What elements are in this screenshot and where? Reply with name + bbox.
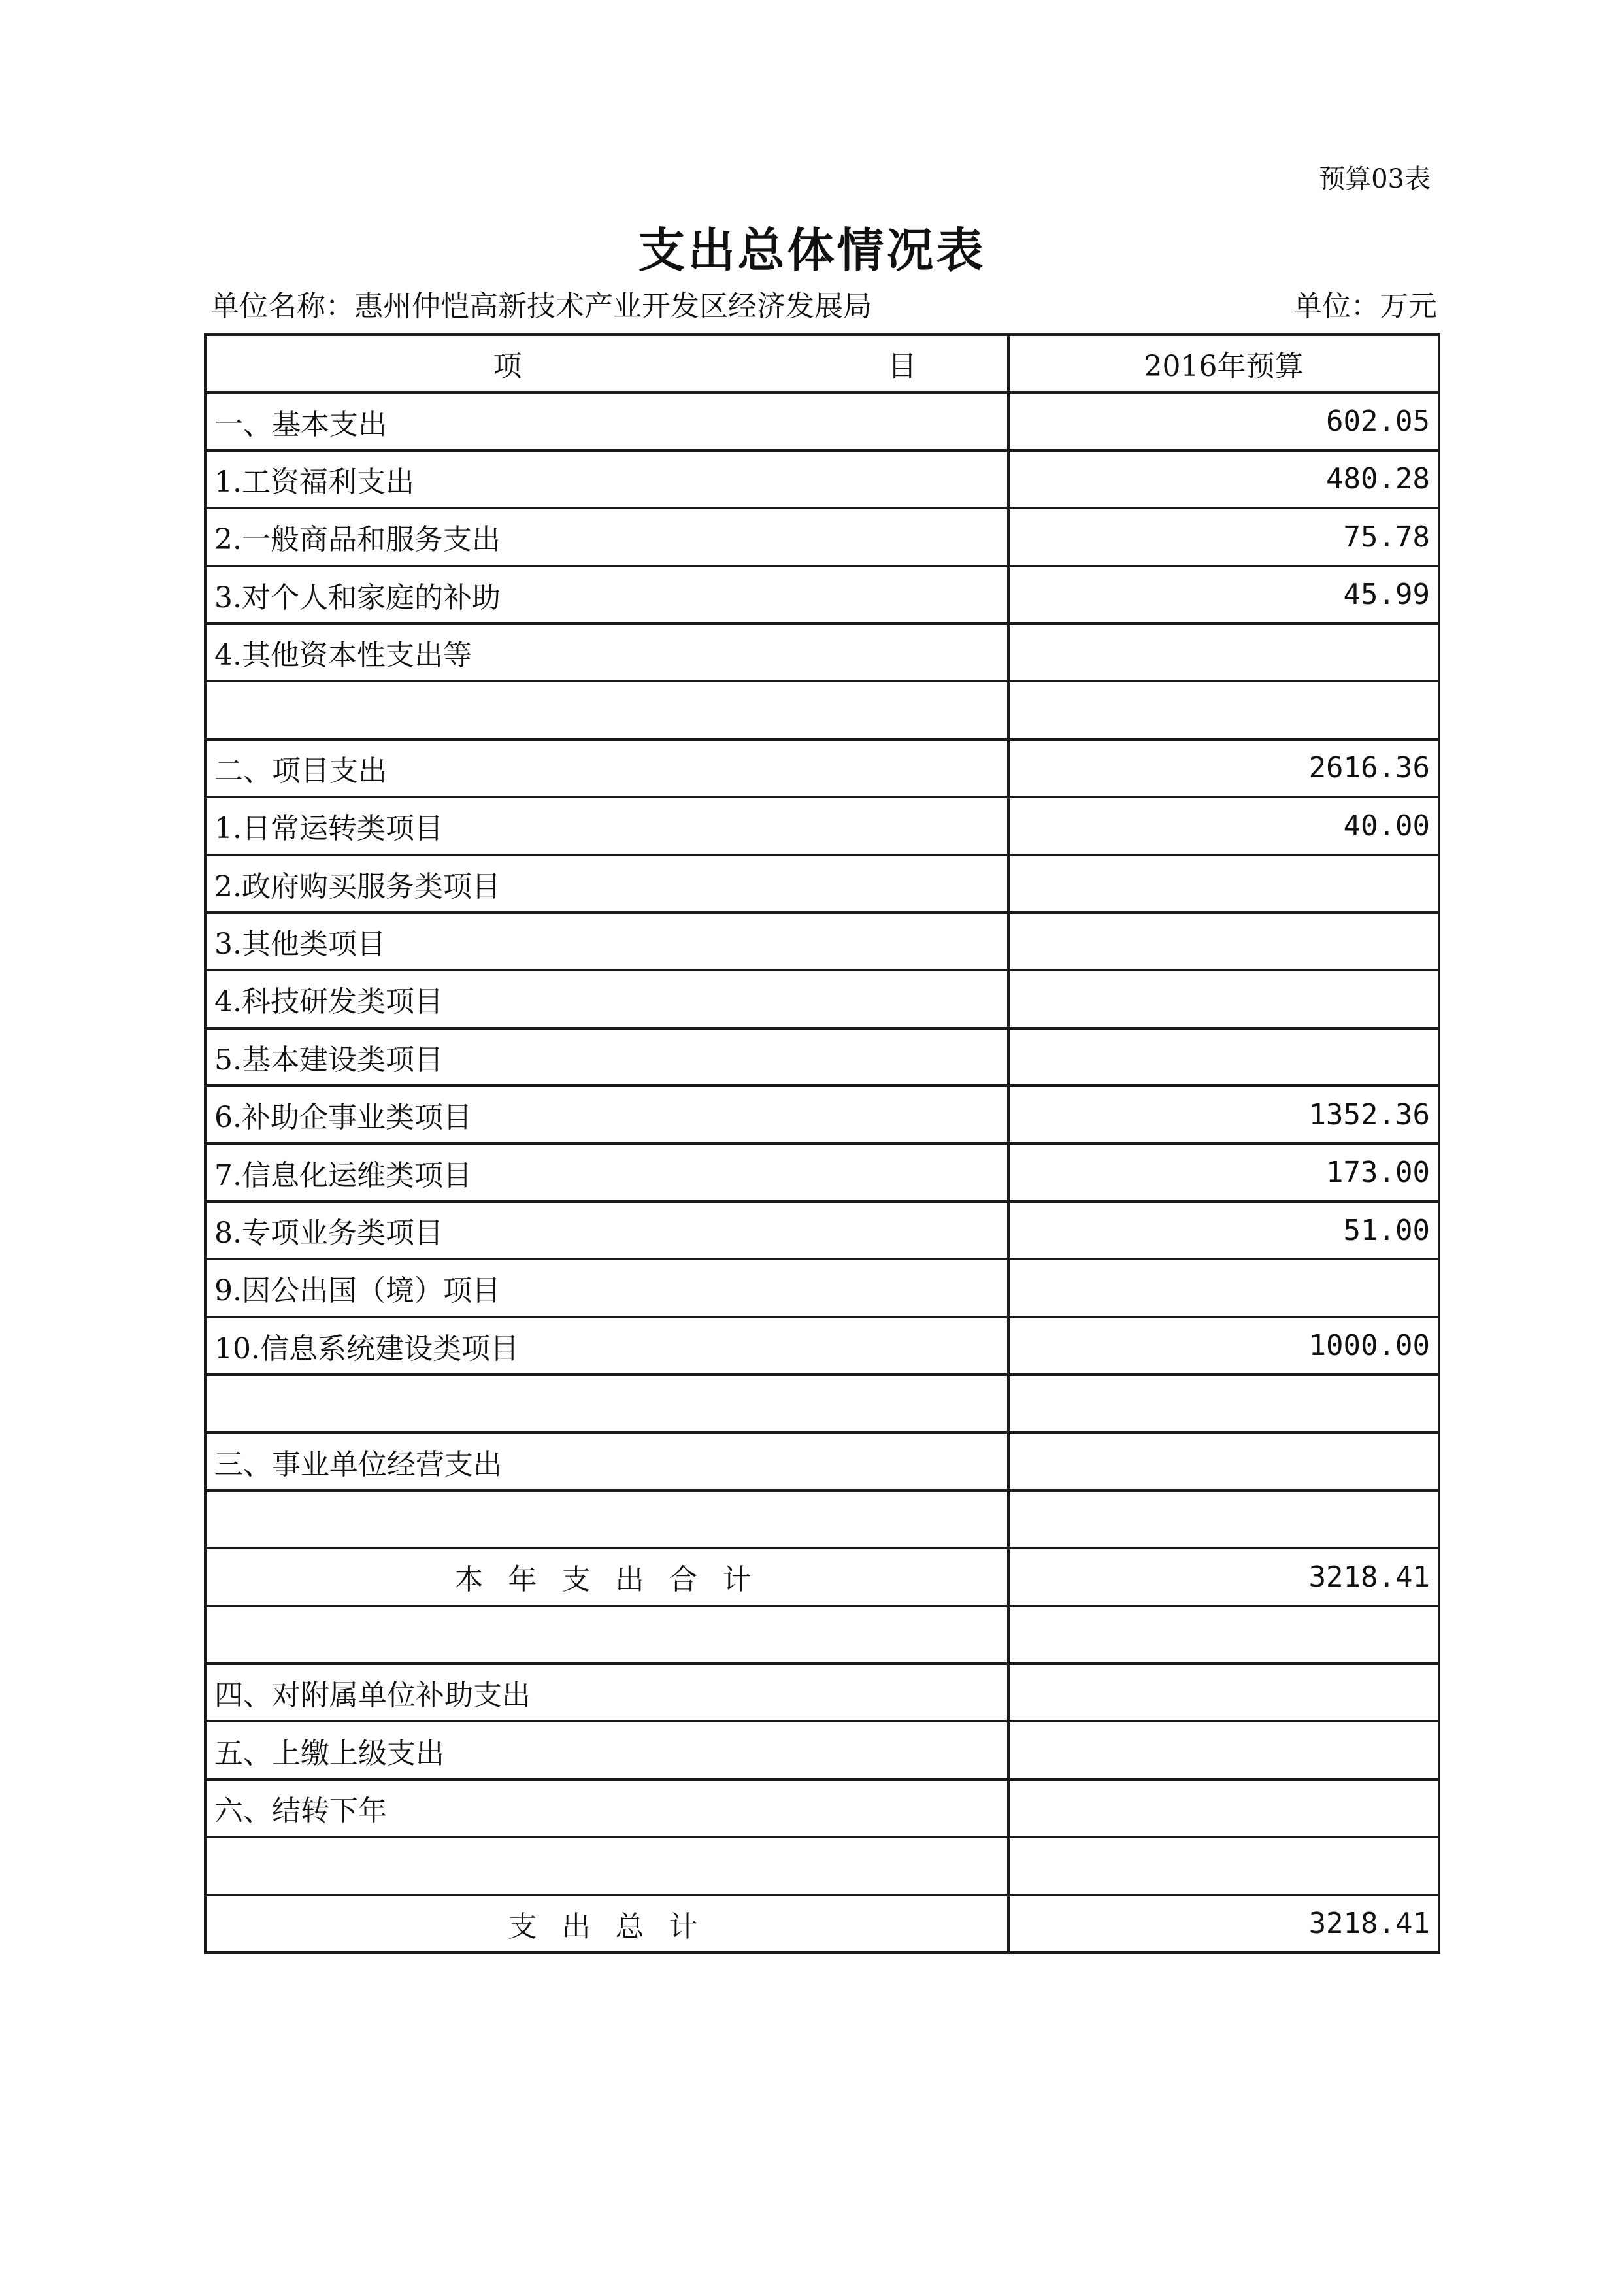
table-row xyxy=(205,1895,1439,1953)
row-label: 2.一般商品和服务支出 xyxy=(205,508,1008,565)
row-label: 四、对附属单位补助支出 xyxy=(205,1664,1008,1721)
table-row xyxy=(205,1490,1439,1548)
table-row xyxy=(205,739,1439,797)
row-amount: 75.78 xyxy=(1008,508,1439,565)
row-label: 1.工资福利支出 xyxy=(205,450,1008,508)
row-label xyxy=(205,681,1008,739)
table-row xyxy=(205,450,1439,508)
table-row xyxy=(205,566,1439,624)
row-label: 一、基本支出 xyxy=(205,392,1008,450)
table-row xyxy=(205,913,1439,970)
row-label: 3.其他类项目 xyxy=(205,913,1008,970)
row-label: 9.因公出国（境）项目 xyxy=(205,1259,1008,1317)
row-label: 7.信息化运维类项目 xyxy=(205,1143,1008,1201)
row-amount: 173.00 xyxy=(1008,1143,1439,1201)
table-row xyxy=(205,624,1439,681)
table-row xyxy=(205,1375,1439,1432)
table-row xyxy=(205,1606,1439,1664)
row-amount: 3218.41 xyxy=(1008,1548,1439,1605)
row-label: 2.政府购买服务类项目 xyxy=(205,855,1008,913)
budget-table xyxy=(204,333,1440,1954)
currency-unit: 单位：万元 xyxy=(1293,290,1437,323)
row-label xyxy=(205,1606,1008,1664)
row-amount: 602.05 xyxy=(1008,392,1439,450)
header-item-char-2: 目 xyxy=(887,350,917,384)
row-amount xyxy=(1008,1779,1439,1837)
row-label: 三、事业单位经营支出 xyxy=(205,1432,1008,1490)
table-row xyxy=(205,855,1439,913)
row-amount: 51.00 xyxy=(1008,1201,1439,1259)
organization-name: 单位名称：惠州仲恺高新技术产业开发区经济发展局 xyxy=(210,290,872,323)
row-label: 4.科技研发类项目 xyxy=(205,970,1008,1028)
table-row xyxy=(205,1317,1439,1375)
row-label: 六、结转下年 xyxy=(205,1779,1008,1837)
row-amount xyxy=(1008,1375,1439,1432)
column-header-item xyxy=(205,335,1008,392)
table-row xyxy=(205,1028,1439,1086)
form-code: 预算03表 xyxy=(1319,164,1431,194)
row-amount xyxy=(1008,1028,1439,1086)
row-label: 10.信息系统建设类项目 xyxy=(205,1317,1008,1375)
table-row xyxy=(205,1548,1439,1605)
unit-line xyxy=(210,282,1437,322)
row-amount: 3218.41 xyxy=(1008,1895,1439,1953)
row-label: 二、项目支出 xyxy=(205,739,1008,797)
row-label: 五、上缴上级支出 xyxy=(205,1721,1008,1779)
row-amount xyxy=(1008,913,1439,970)
page-title: 支出总体情况表 xyxy=(638,222,986,278)
table-row xyxy=(205,1721,1439,1779)
table-row xyxy=(205,1779,1439,1837)
table-header-row xyxy=(205,335,1439,392)
column-header-amount: 2016年预算 xyxy=(1008,335,1439,392)
table-row xyxy=(205,1201,1439,1259)
table-row xyxy=(205,1086,1439,1143)
table-row xyxy=(205,970,1439,1028)
row-amount xyxy=(1008,1664,1439,1721)
row-label xyxy=(205,1375,1008,1432)
table-row xyxy=(205,797,1439,854)
row-amount xyxy=(1008,1837,1439,1894)
row-amount xyxy=(1008,1490,1439,1548)
row-amount xyxy=(1008,1606,1439,1664)
table-row xyxy=(205,508,1439,565)
row-amount xyxy=(1008,970,1439,1028)
row-amount: 1000.00 xyxy=(1008,1317,1439,1375)
row-label: 8.专项业务类项目 xyxy=(205,1201,1008,1259)
row-amount xyxy=(1008,681,1439,739)
row-label: 5.基本建设类项目 xyxy=(205,1028,1008,1086)
row-amount: 40.00 xyxy=(1008,797,1439,854)
row-label: 4.其他资本性支出等 xyxy=(205,624,1008,681)
row-label xyxy=(205,1837,1008,1894)
row-amount xyxy=(1008,1721,1439,1779)
row-amount: 480.28 xyxy=(1008,450,1439,508)
row-label: 支 出 总 计 xyxy=(205,1895,1008,1953)
header-item-char-1: 项 xyxy=(493,350,522,384)
row-amount xyxy=(1008,624,1439,681)
row-amount xyxy=(1008,1432,1439,1490)
table-row xyxy=(205,1432,1439,1490)
row-amount xyxy=(1008,1259,1439,1317)
row-label: 3.对个人和家庭的补助 xyxy=(205,566,1008,624)
row-amount: 2616.36 xyxy=(1008,739,1439,797)
table-row xyxy=(205,681,1439,739)
table-row xyxy=(205,392,1439,450)
row-amount: 45.99 xyxy=(1008,566,1439,624)
row-amount xyxy=(1008,855,1439,913)
row-label: 1.日常运转类项目 xyxy=(205,797,1008,854)
row-label xyxy=(205,1490,1008,1548)
table-row xyxy=(205,1143,1439,1201)
table-row xyxy=(205,1837,1439,1894)
row-label: 本 年 支 出 合 计 xyxy=(205,1548,1008,1605)
row-label: 6.补助企事业类项目 xyxy=(205,1086,1008,1143)
row-amount: 1352.36 xyxy=(1008,1086,1439,1143)
table-row xyxy=(205,1259,1439,1317)
table-row xyxy=(205,1664,1439,1721)
